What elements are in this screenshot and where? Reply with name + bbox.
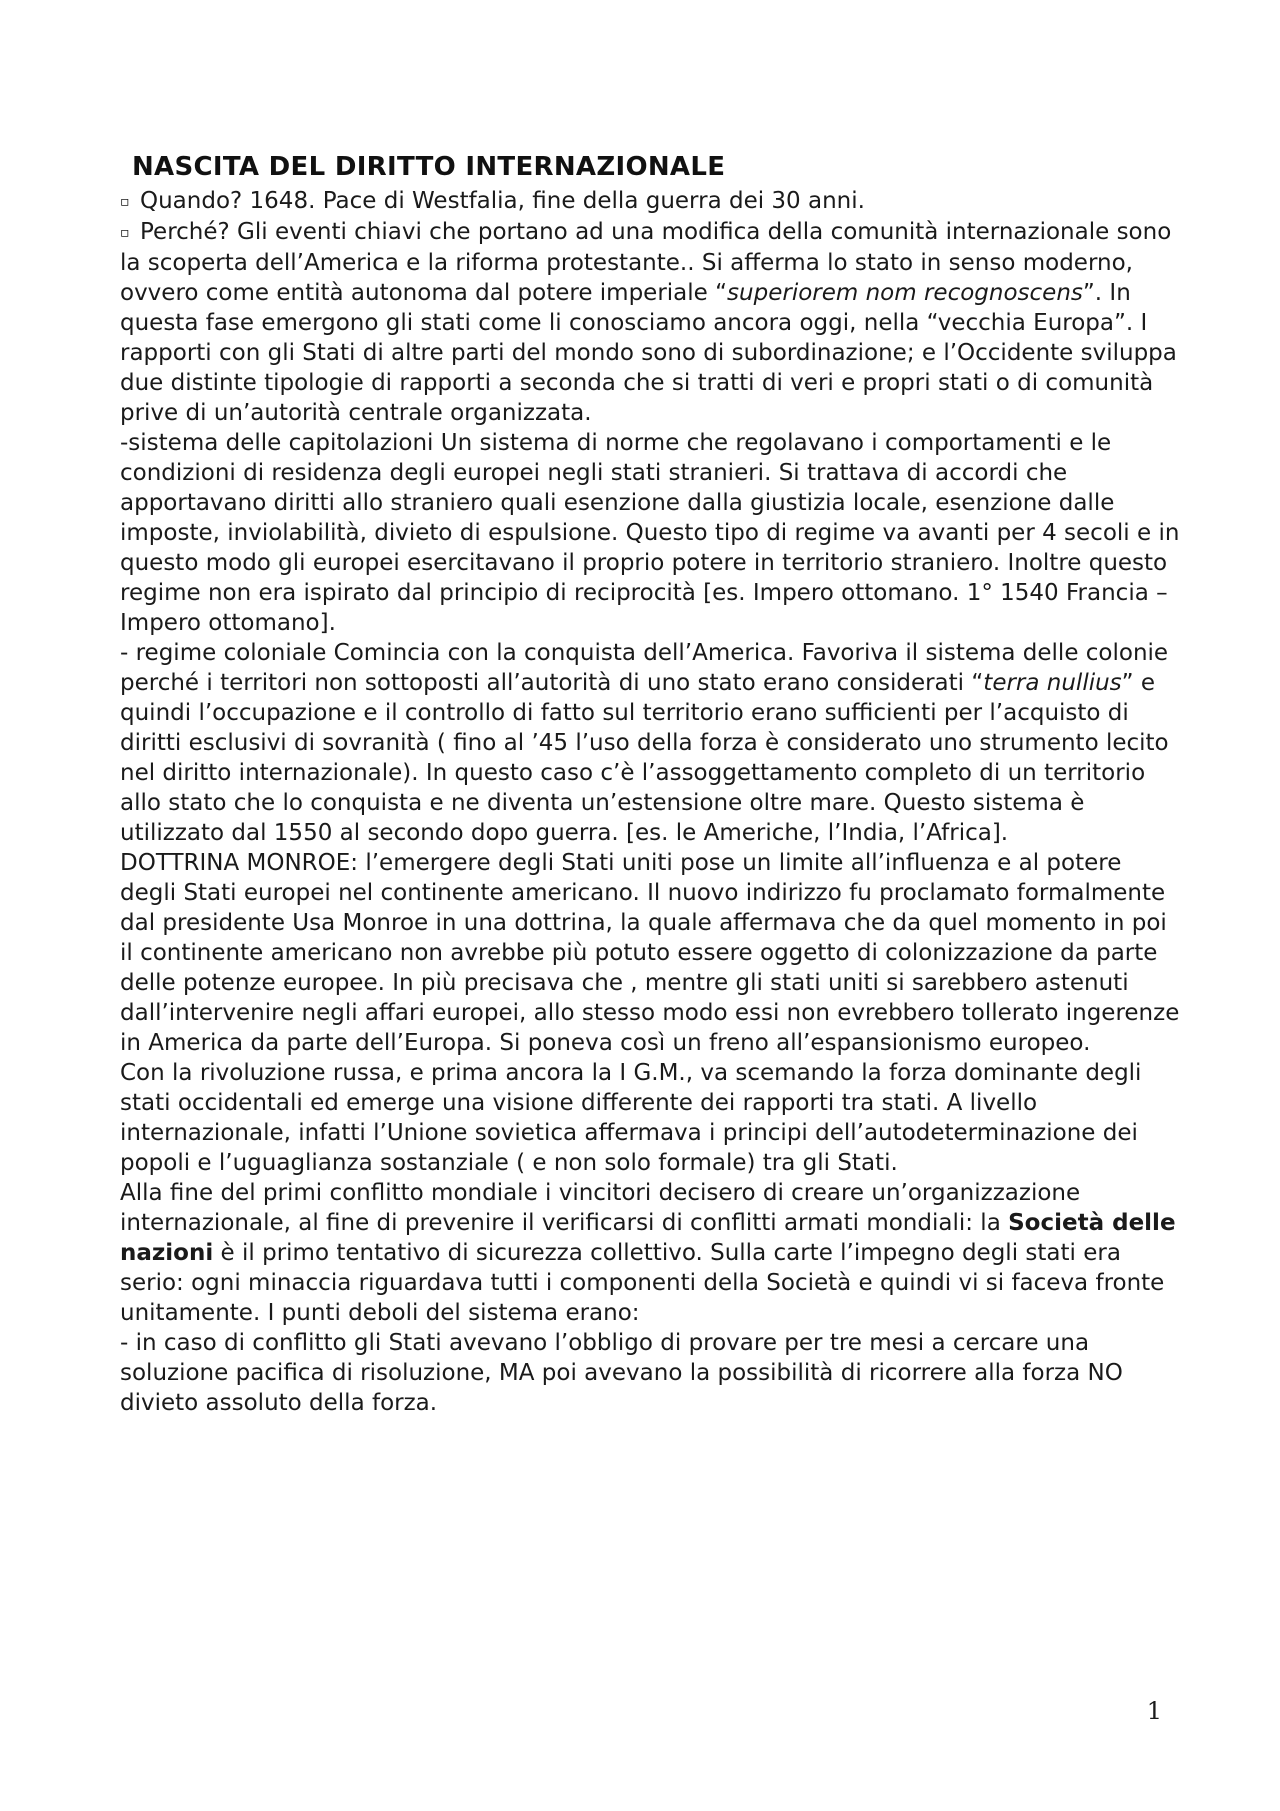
bullet-icon: ▫ — [120, 225, 130, 241]
paragraph-perche-text-b: ”. In questa fase emergono gli stati come li conosciamo ancora oggi, nella “vecchia Europa”. I rapporti con gli Stati di altre parti del mondo sono di subordinazione; e l’Occidente sviluppa due distinte tipologie di rapporti a seconda che si tratti di veri e propri stati o di comunità prive di un’autorità centrale organizzata. — [120, 280, 1177, 426]
paragraph-societa-nazioni-text-b: è il primo tentativo di sicurezza collettivo. Sulla carte l’impegno degli stati era serio: ogni minaccia riguardava tutti i componenti della Società e quindi vi si faceva fronte unitamente. I punti deboli del sistema erano: — [120, 1240, 1165, 1326]
paragraph-quando-text: Quando? 1648. Pace di Westfalia, fine della guerra dei 30 anni. — [140, 188, 865, 214]
bullet-icon: ▫ — [120, 194, 130, 210]
document-title: NASCITA DEL DIRITTO INTERNAZIONALE — [132, 152, 726, 182]
paragraph-quando — [120, 186, 1180, 217]
paragraph-dottrina-monroe: DOTTRINA MONROE: l’emergere degli Stati uniti pose un limite all’influenza e al potere degli Stati europei nel continente americano. Il nuovo indirizzo fu proclamato formalmente dal presidente Usa Monroe in una dottrina, la quale affermava che da quel momento in poi il continente americano non avrebbe più potuto essere oggetto di colonizzazione da parte delle potenze europee. In più precisava che , mentre gli stati uniti si sarebbero astenuti dall’intervenire negli affari europei, allo stesso modo essi non evrebbero tollerato ingerenze in America da parte dell’Europa. Si poneva così un freno all’espansionismo europeo. — [120, 850, 1180, 1056]
paragraph-punti-deboli: - in caso di conflitto gli Stati avevano l’obbligo di provare per tre mesi a cercare una soluzione pacifica di risoluzione, MA poi avevano la possibilità di ricorrere alla forza NO divieto assoluto della forza. — [120, 1330, 1123, 1416]
paragraph-regime-coloniale-text-b: ” e quindi l’occupazione e il controllo di fatto sul territorio erano sufficienti per l’acquisto di diritti esclusivi di sovranità ( fino al ’45 l’uso della forza è considerato uno strumento lecito nel diritto internazionale). In questo caso c’è l’assoggettamento completo di un territorio allo stato che lo conquista e ne diventa un’estensione oltre mare. Questo sistema è utilizzato dal 1550 al secondo dopo guerra. [es. le Americhe, l’India, l’Africa]. — [120, 670, 1169, 846]
document-body — [120, 150, 1180, 1418]
paragraph-perche-italic: superiorem nom recognoscens — [727, 280, 1083, 306]
paragraph-societa-nazioni-text-a: Alla fine del primi conflitto mondiale i vincitori decisero di creare un’organizzazione internazionale, al fine di prevenire il verificarsi di conflitti armati mondiali: la — [120, 1180, 1081, 1236]
paragraph-rivoluzione-russa: Con la rivoluzione russa, e prima ancora la I G.M., va scemando la forza dominante degli stati occidentali ed emerge una visione differente dei rapporti tra stati. A livello internazionale, infatti l’Unione sovietica affermava i principi dell’autodeterminazione dei popoli e l’uguaglianza sostanziale ( e non solo formale) tra gli Stati. — [120, 1060, 1142, 1176]
paragraph-regime-coloniale-text-a: - regime coloniale Comincia con la conquista dell’America. Favoriva il sistema delle colonie perché i territori non sottoposti all’autorità di uno stato erano considerati “ — [120, 640, 1169, 696]
paragraph-capitolazioni: -sistema delle capitolazioni Un sistema di norme che regolavano i comportamenti e le condizioni di residenza degli europei negli stati stranieri. Si trattava di accordi che apportavano diritti allo straniero quali esenzione dalla giustizia locale, esenzione dalle imposte, inviolabilità, divieto di espulsione. Questo tipo di regime va avanti per 4 secoli e in questo modo gli europei esercitavano il proprio potere in territorio straniero. Inoltre questo regime non era ispirato dal principio di reciprocità [es. Impero ottomano. 1° 1540 Francia – Impero ottomano]. — [120, 430, 1180, 636]
paragraph-regime-coloniale-italic: terra nullius — [983, 670, 1122, 696]
paragraph-perche-text-a: Perché? Gli eventi chiavi che portano ad una modifica della comunità internazionale sono la scoperta dell’America e la riforma protestante.. Si afferma lo stato in senso moderno, ovvero come entità autonoma dal potere imperiale “ — [120, 219, 1172, 306]
paragraph-perche — [120, 217, 1180, 428]
paragraph-societa-nazioni — [120, 1178, 1180, 1328]
page-number: 1 — [1146, 1697, 1162, 1725]
paragraph-regime-coloniale — [120, 638, 1180, 848]
paragraph-societa-nazioni-bold: Società delle nazioni — [120, 1210, 1176, 1266]
